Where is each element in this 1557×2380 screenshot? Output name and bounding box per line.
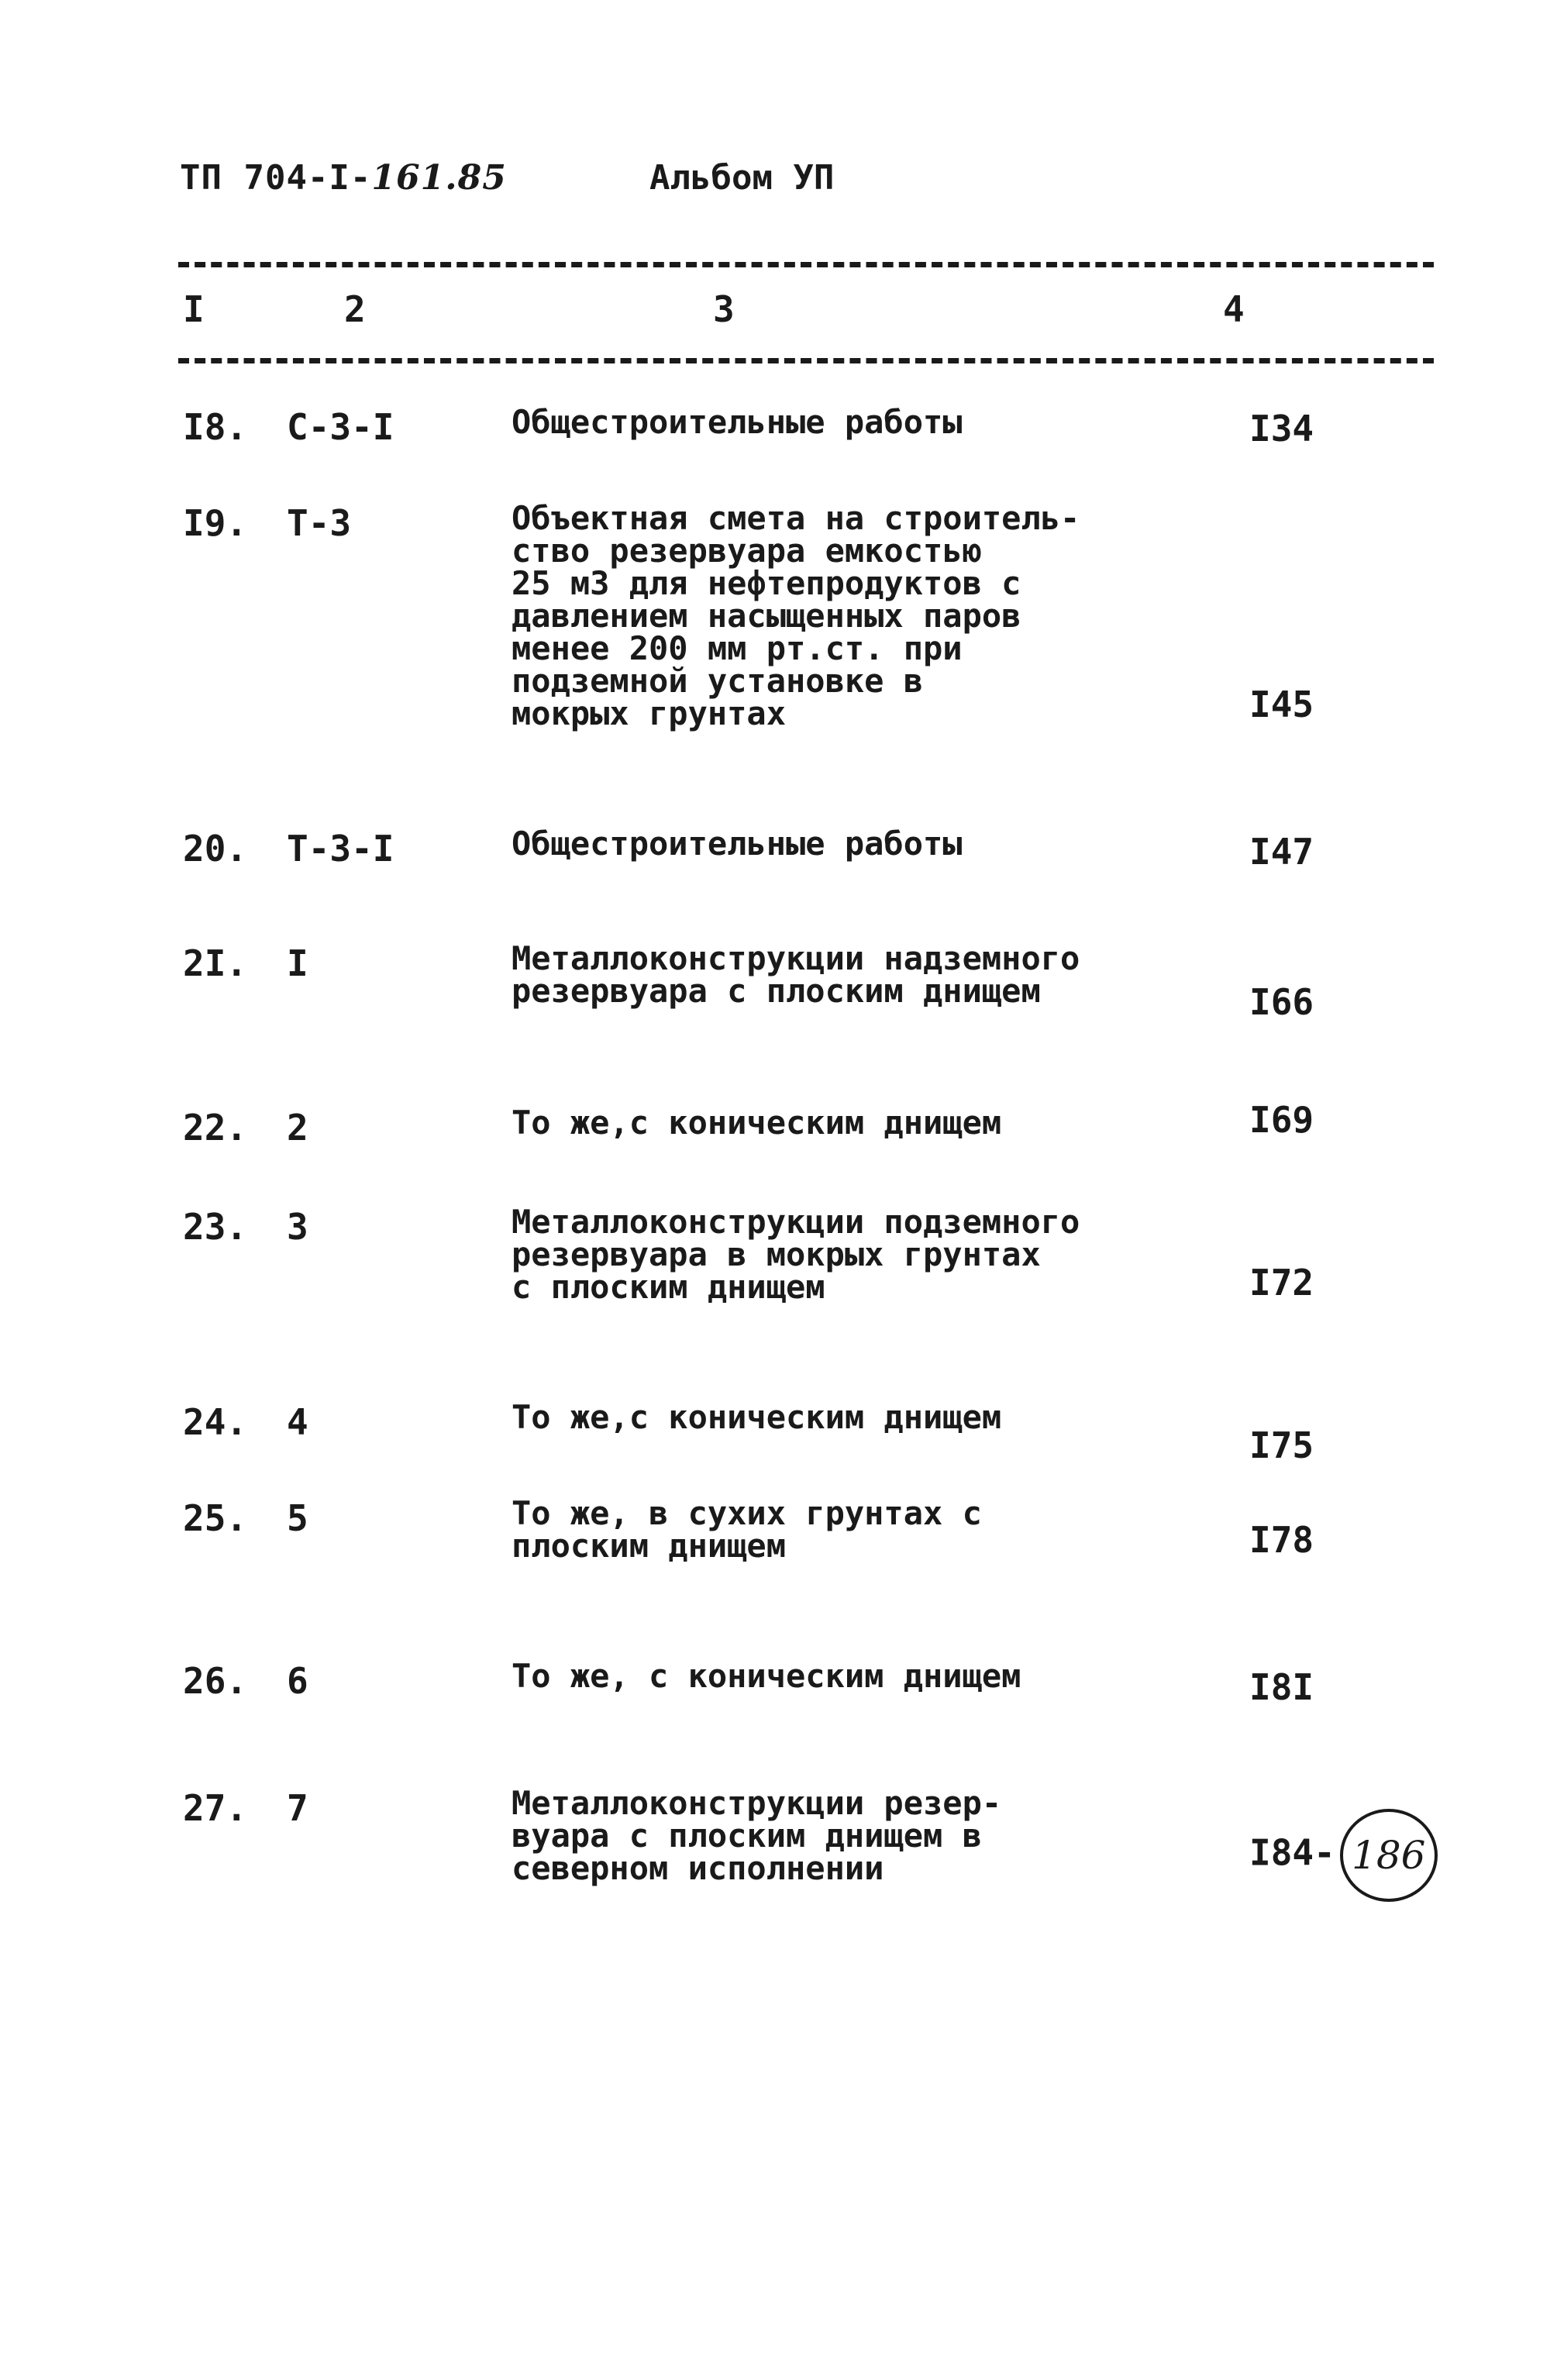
row-code: 4 bbox=[287, 1401, 308, 1443]
row-description: Общестроительные работы bbox=[512, 825, 963, 863]
row-page: I75 bbox=[1249, 1424, 1314, 1466]
row-page-printed: I84- bbox=[1249, 1831, 1335, 1874]
row-description: То же, в сухих грунтах с плоским днищем bbox=[512, 1494, 982, 1565]
column-header-4: 4 bbox=[1223, 288, 1245, 330]
row-number: 24. bbox=[183, 1401, 248, 1443]
row-description: Металлоконструкции надземного резервуара с плоским днищем bbox=[512, 939, 1080, 1010]
row-number: 23. bbox=[183, 1206, 248, 1248]
row-code: I bbox=[287, 942, 308, 984]
album-label: Альбом УП bbox=[649, 158, 835, 198]
document-code bbox=[180, 158, 507, 198]
row-number: 26. bbox=[183, 1660, 248, 1702]
row-code: Т-3 bbox=[287, 502, 352, 544]
row-description: То же,с коническим днищем bbox=[512, 1398, 1002, 1436]
row-description: Металлоконструкции резер- вуара с плоским днищем в северном исполнении bbox=[512, 1784, 1002, 1887]
row-description: Общестроительные работы bbox=[512, 403, 963, 441]
column-header-3: 3 bbox=[713, 288, 735, 330]
row-description: Металлоконструкции подземного резервуара в мокрых грунтах с плоским днищем bbox=[512, 1203, 1080, 1306]
row-page: I72 bbox=[1249, 1262, 1314, 1304]
row-code: 5 bbox=[287, 1497, 308, 1539]
row-page: I66 bbox=[1249, 981, 1314, 1023]
row-page: I78 bbox=[1249, 1519, 1314, 1561]
row-number: I8. bbox=[183, 406, 248, 448]
row-number: 2I. bbox=[183, 942, 248, 984]
handwritten-circled-page-number: 186 bbox=[1340, 1809, 1438, 1902]
row-code: 7 bbox=[287, 1787, 308, 1829]
row-page bbox=[1249, 1809, 1438, 1902]
column-header-1: I bbox=[183, 288, 205, 330]
row-number: 22. bbox=[183, 1107, 248, 1149]
document-code-printed: ТП 704-I- bbox=[180, 158, 372, 198]
row-code: С-3-I bbox=[287, 406, 394, 448]
row-page: I47 bbox=[1249, 831, 1314, 873]
row-code: 6 bbox=[287, 1660, 308, 1702]
row-description: Объектная смета на строитель- ство резервуара емкостью 25 м3 для нефтепродуктов с давлением насыщенных паров менее 200 мм рт.ст. при подземной установке в мокрых грунтах bbox=[512, 499, 1080, 732]
row-description: То же, с коническим днищем bbox=[512, 1657, 1021, 1695]
row-description: То же,с коническим днищем bbox=[512, 1104, 1002, 1142]
row-page: I34 bbox=[1249, 408, 1314, 449]
row-number: I9. bbox=[183, 502, 248, 544]
header-bottom-dashed-rule bbox=[178, 358, 1434, 363]
top-dashed-rule bbox=[178, 262, 1434, 267]
row-number: 27. bbox=[183, 1787, 248, 1829]
row-code: 3 bbox=[287, 1206, 308, 1248]
document-code-handwritten: 161.85 bbox=[371, 158, 507, 198]
row-page: I8I bbox=[1249, 1666, 1314, 1708]
row-number: 20. bbox=[183, 828, 248, 870]
column-header-2: 2 bbox=[344, 288, 366, 330]
row-code: Т-3-I bbox=[287, 828, 394, 870]
row-code: 2 bbox=[287, 1107, 308, 1149]
row-page: I69 bbox=[1249, 1099, 1314, 1141]
row-page: I45 bbox=[1249, 684, 1314, 725]
row-number: 25. bbox=[183, 1497, 248, 1539]
